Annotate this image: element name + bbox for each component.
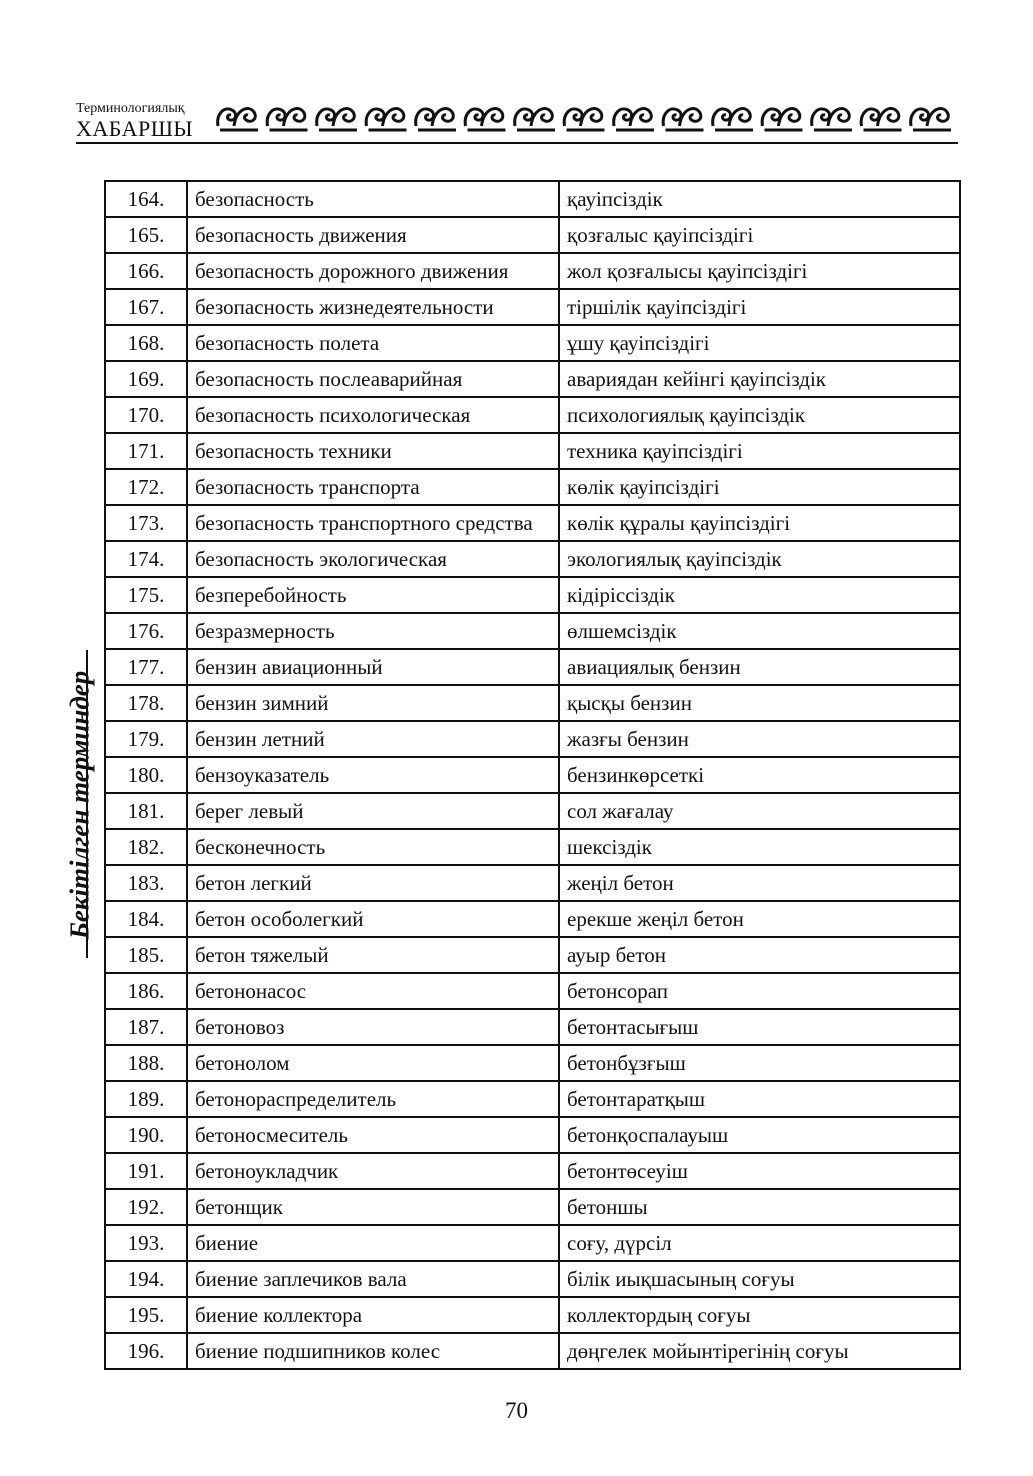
row-number: 188.: [105, 1045, 187, 1081]
russian-term: бензин зимний: [187, 685, 559, 721]
kazakh-term: жол қозғалысы қауіпсіздігі: [559, 253, 960, 289]
russian-term: безопасность техники: [187, 433, 559, 469]
table-row: [105, 397, 960, 433]
russian-term: бензоуказатель: [187, 757, 559, 793]
journal-title-large: ХАБАРШЫ: [76, 116, 194, 141]
row-number: 176.: [105, 613, 187, 649]
russian-term: бетоновоз: [187, 1009, 559, 1045]
kazakh-term: сол жағалау: [559, 793, 960, 829]
table-row: [105, 757, 960, 793]
table-row: [105, 1297, 960, 1333]
russian-term: безперебойность: [187, 577, 559, 613]
table-row: [105, 1117, 960, 1153]
kazakh-term: авариядан кейінгі қауіпсіздік: [559, 361, 960, 397]
russian-term: биение коллектора: [187, 1297, 559, 1333]
kazakh-term: ерекше жеңіл бетон: [559, 901, 960, 937]
row-number: 173.: [105, 505, 187, 541]
kazakh-term: бетоншы: [559, 1189, 960, 1225]
table-row: [105, 721, 960, 757]
table-row: [105, 685, 960, 721]
kazakh-term: соғу, дүрсіл: [559, 1225, 960, 1261]
row-number: 177.: [105, 649, 187, 685]
row-number: 171.: [105, 433, 187, 469]
russian-term: бетон тяжелый: [187, 937, 559, 973]
kazakh-term: көлік құралы қауіпсіздігі: [559, 505, 960, 541]
row-number: 189.: [105, 1081, 187, 1117]
russian-term: бензин авиационный: [187, 649, 559, 685]
row-number: 179.: [105, 721, 187, 757]
table-row: [105, 577, 960, 613]
kazakh-term: бетонтасығыш: [559, 1009, 960, 1045]
kazakh-term: коллектордың соғуы: [559, 1297, 960, 1333]
row-number: 190.: [105, 1117, 187, 1153]
row-number: 193.: [105, 1225, 187, 1261]
russian-term: безопасность жизнедеятельности: [187, 289, 559, 325]
table-row: [105, 901, 960, 937]
row-number: 175.: [105, 577, 187, 613]
row-number: 196.: [105, 1333, 187, 1369]
kazakh-term: тіршілік қауіпсіздігі: [559, 289, 960, 325]
row-number: 192.: [105, 1189, 187, 1225]
russian-term: безопасность движения: [187, 217, 559, 253]
row-number: 186.: [105, 973, 187, 1009]
row-number: 181.: [105, 793, 187, 829]
kazakh-term: экологиялық қауіпсіздік: [559, 541, 960, 577]
russian-term: биение подшипников колес: [187, 1333, 559, 1369]
russian-term: бетон легкий: [187, 865, 559, 901]
kazakh-term: қысқы бензин: [559, 685, 960, 721]
table-row: [105, 1009, 960, 1045]
table-row: [105, 541, 960, 577]
table-row: [105, 1189, 960, 1225]
russian-term: бетоносмеситель: [187, 1117, 559, 1153]
table-row: [105, 793, 960, 829]
kazakh-term: бетонтаратқыш: [559, 1081, 960, 1117]
russian-term: бетононасос: [187, 973, 559, 1009]
table-row: [105, 1153, 960, 1189]
table-row: [105, 1261, 960, 1297]
russian-term: безопасность полета: [187, 325, 559, 361]
table-row: [105, 505, 960, 541]
table-row: [105, 217, 960, 253]
row-number: 168.: [105, 325, 187, 361]
kazakh-term: авиациялық бензин: [559, 649, 960, 685]
russian-term: биение: [187, 1225, 559, 1261]
page-number: 70: [505, 1398, 528, 1423]
row-number: 167.: [105, 289, 187, 325]
russian-term: бетоноукладчик: [187, 1153, 559, 1189]
kazakh-term: қозғалыс қауіпсіздігі: [559, 217, 960, 253]
kazakh-term: бетонтөсеуіш: [559, 1153, 960, 1189]
russian-term: безопасность транспорта: [187, 469, 559, 505]
row-number: 191.: [105, 1153, 187, 1189]
kazakh-term: көлік қауіпсіздігі: [559, 469, 960, 505]
kazakh-term: дөңгелек мойынтірегінің соғуы: [559, 1333, 960, 1369]
row-number: 184.: [105, 901, 187, 937]
table-row: [105, 181, 960, 217]
table-row: [105, 613, 960, 649]
russian-term: безопасность психологическая: [187, 397, 559, 433]
kazakh-term: бетонқоспалауыш: [559, 1117, 960, 1153]
russian-term: бетонщик: [187, 1189, 559, 1225]
kazakh-term: бетонсорап: [559, 973, 960, 1009]
table-row: [105, 649, 960, 685]
russian-term: бетонораспределитель: [187, 1081, 559, 1117]
row-number: 195.: [105, 1297, 187, 1333]
russian-term: безразмерность: [187, 613, 559, 649]
russian-term: безопасность дорожного движения: [187, 253, 559, 289]
table-row: [105, 433, 960, 469]
side-label-text: Бекітілген терминдер: [64, 670, 95, 940]
ornament-border-icon: [214, 96, 958, 134]
table-row: [105, 253, 960, 289]
russian-term: бесконечность: [187, 829, 559, 865]
row-number: 166.: [105, 253, 187, 289]
russian-term: берег левый: [187, 793, 559, 829]
kazakh-term: техника қауіпсіздігі: [559, 433, 960, 469]
table-row: [105, 1225, 960, 1261]
kazakh-term: жеңіл бетон: [559, 865, 960, 901]
row-number: 180.: [105, 757, 187, 793]
table-row: [105, 829, 960, 865]
table-row: [105, 1045, 960, 1081]
terms-table-body: [105, 181, 960, 1369]
russian-term: бетон особолегкий: [187, 901, 559, 937]
kazakh-term: бензинкөрсеткі: [559, 757, 960, 793]
kazakh-term: қауіпсіздік: [559, 181, 960, 217]
row-number: 164.: [105, 181, 187, 217]
kazakh-term: шексіздік: [559, 829, 960, 865]
row-number: 178.: [105, 685, 187, 721]
table-row: [105, 289, 960, 325]
kazakh-term: бетонбұзғыш: [559, 1045, 960, 1081]
row-number: 182.: [105, 829, 187, 865]
row-number: 172.: [105, 469, 187, 505]
row-number: 194.: [105, 1261, 187, 1297]
kazakh-term: жазғы бензин: [559, 721, 960, 757]
table-row: [105, 469, 960, 505]
row-number: 165.: [105, 217, 187, 253]
row-number: 169.: [105, 361, 187, 397]
russian-term: безопасность транспортного средства: [187, 505, 559, 541]
kazakh-term: білік иықшасының соғуы: [559, 1261, 960, 1297]
kazakh-term: кідіріссіздік: [559, 577, 960, 613]
journal-title-small: Терминологиялық: [76, 101, 185, 116]
russian-term: бетонолом: [187, 1045, 559, 1081]
kazakh-term: ауыр бетон: [559, 937, 960, 973]
russian-term: бензин летний: [187, 721, 559, 757]
table-row: [105, 865, 960, 901]
russian-term: безопасность: [187, 181, 559, 217]
table-row: [105, 325, 960, 361]
table-row: [105, 1081, 960, 1117]
kazakh-term: ұшу қауіпсіздігі: [559, 325, 960, 361]
russian-term: безопасность экологическая: [187, 541, 559, 577]
row-number: 170.: [105, 397, 187, 433]
table-row: [105, 937, 960, 973]
kazakh-term: өлшемсіздік: [559, 613, 960, 649]
russian-term: безопасность послеаварийная: [187, 361, 559, 397]
kazakh-term: психологиялық қауіпсіздік: [559, 397, 960, 433]
page-header: [76, 92, 958, 146]
header-rule: [76, 142, 958, 144]
row-number: 187.: [105, 1009, 187, 1045]
row-number: 174.: [105, 541, 187, 577]
russian-term: биение заплечиков вала: [187, 1261, 559, 1297]
terms-table: [104, 180, 961, 1370]
table-row: [105, 973, 960, 1009]
row-number: 185.: [105, 937, 187, 973]
table-row: [105, 361, 960, 397]
row-number: 183.: [105, 865, 187, 901]
table-row: [105, 1333, 960, 1369]
